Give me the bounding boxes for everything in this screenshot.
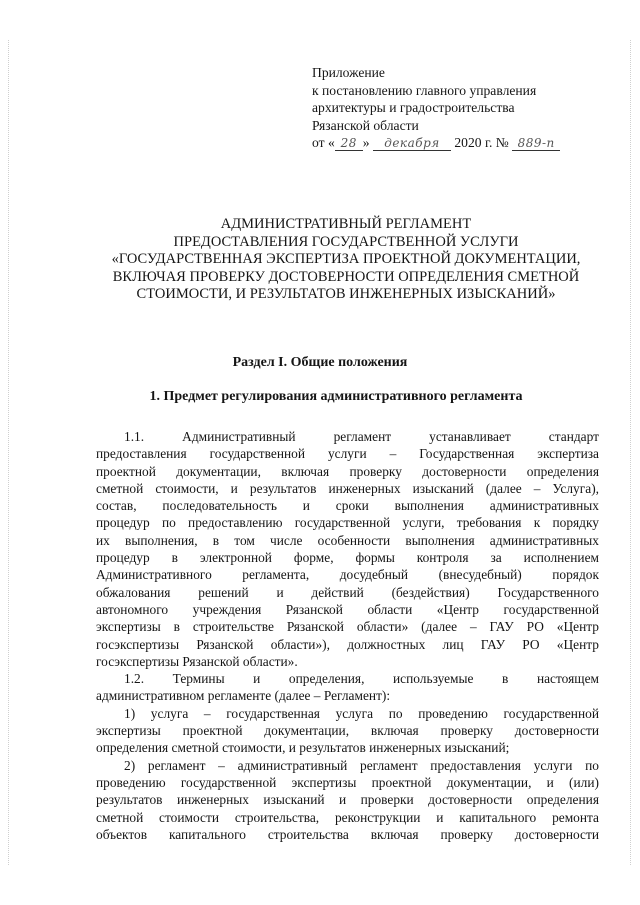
paragraph-line: проведению государственной экспертизы проектной документации, и (или) [96, 774, 599, 790]
paragraph-line: результатов инженерных изысканий и проверки достоверности определения [96, 792, 599, 808]
paragraph-line: обжалования решений и действий (бездействия) Государственного [96, 584, 599, 600]
title-line: АДМИНИСТРАТИВНЫЙ РЕГЛАМЕНТ [220, 216, 472, 232]
paragraph-line: состав, последовательность и сроки выполнения административных [96, 498, 599, 514]
subsection-heading: 1. Предмет регулирования административного регламента [149, 389, 523, 404]
appendix-date-line [312, 134, 612, 152]
appendix-block [312, 64, 612, 152]
title-line: ВКЛЮЧАЯ ПРОВЕРКУ ДОСТОВЕРНОСТИ ОПРЕДЕЛЕНИЯ СМЕТНОЙ [112, 268, 580, 285]
paragraph-line: их выполнения, в том числе особенности выполнения административных [96, 532, 599, 548]
paragraph-line: проектной документации, включая проверку достоверности определения [96, 463, 599, 479]
date-prefix: от « [312, 135, 335, 150]
appendix-line: Приложение [312, 65, 385, 80]
appendix-line: к постановлению главного управления [312, 82, 537, 98]
paragraph-line: сметной стоимости, и результатов инженерных изысканий (далее – Услуга), [96, 480, 599, 496]
paragraph-line: процедур в электронной форме, формы контроля за исполнением [96, 550, 599, 566]
paragraph-line: административном регламенте (далее – Регламент): [96, 688, 391, 704]
paragraph-line: госэкспертизы Рязанской области»), должностных лиц ГАУ РО «Центр [96, 636, 599, 652]
appendix-line: Рязанской области [312, 117, 419, 133]
paragraph-line: автономного учреждения Рязанской области «Центр государственной [96, 601, 599, 617]
section-heading: Раздел I. Общие положения [232, 355, 408, 370]
paragraph-line: Административного регламента, досудебный (внесудебный) порядок [96, 567, 599, 583]
title-line: «ГОСУДАРСТВЕННАЯ ЭКСПЕРТИЗА ПРОЕКТНОЙ ДОКУМЕНТАЦИИ, [111, 251, 581, 268]
paragraph-line: экспертизы в строительстве Рязанской области» (далее – ГАУ РО «Центр [96, 619, 599, 635]
paragraph-line: сметной стоимости строительства, реконструкции и капитального ремонта [96, 809, 599, 825]
paragraph-line: 1) услуга – государственная услуга по проведению государственной [124, 705, 599, 721]
paragraph-line: предоставления государственной услуги – Государственная экспертиза [96, 446, 599, 462]
date-month-handwritten: декабря [373, 137, 451, 151]
paragraph-line: 1.1. Административный регламент устанавливает стандарт [124, 429, 599, 444]
body-text [96, 428, 599, 843]
paragraph-line: объектов капитального строительства включая проверку достоверности [96, 826, 599, 842]
document-title [86, 216, 606, 304]
date-day-handwritten: 28 [335, 137, 363, 151]
title-line: ПРЕДОСТАВЛЕНИЯ ГОСУДАРСТВЕННОЙ УСЛУГИ [173, 233, 519, 250]
paragraph-line: 1.2. Термины и определения, используемые в настоящем [124, 671, 599, 687]
date-mid: » [362, 135, 370, 150]
date-year: 2020 г. № [454, 135, 509, 150]
paragraph-line: процедур по предоставлению государственной услуги, требования к порядку [96, 515, 599, 531]
title-line: СТОИМОСТИ, И РЕЗУЛЬТАТОВ ИНЖЕНЕРНЫХ ИЗЫСКАНИЙ» [136, 286, 556, 303]
doc-number-handwritten: 889-п [512, 137, 560, 151]
paragraph-line: экспертизы проектной документации, включая проверку достоверности [96, 723, 599, 739]
paragraph-line: 2) регламент – административный регламент предоставления услуги по [124, 757, 599, 773]
scan-margin-left [8, 40, 10, 865]
paragraph-line: определения сметной стоимости, и результатов инженерных изысканий; [96, 740, 510, 756]
scan-margin-right [630, 40, 632, 865]
appendix-line: архитектуры и градостроительства [312, 100, 515, 115]
paragraph-line: госэкспертизы Рязанской области». [96, 653, 298, 669]
